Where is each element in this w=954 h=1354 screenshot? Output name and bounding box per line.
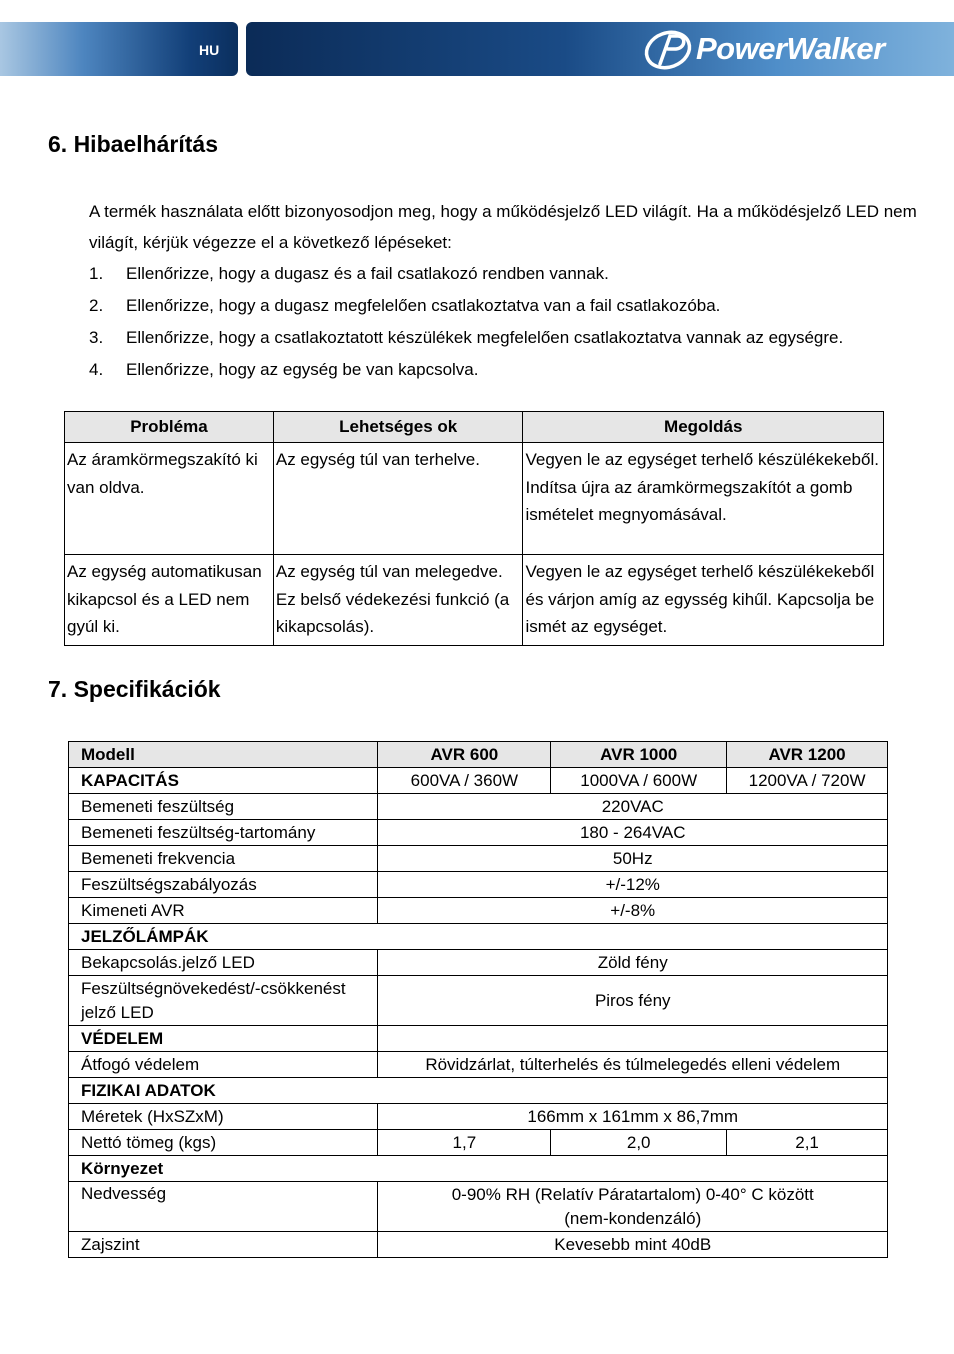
row-label: Méretek (HxSZxM)	[69, 1104, 378, 1130]
table-row	[69, 1078, 888, 1104]
list-item: 2. Ellenőrizze, hogy a dugasz megfelelően csatlakoztatva van a fail csatlakozóba.	[89, 296, 721, 315]
row-label: Nettó tömeg (kgs)	[69, 1130, 378, 1156]
table-row	[69, 1052, 888, 1078]
column-header: AVR 1200	[727, 742, 888, 768]
table-row	[65, 555, 884, 646]
humidity-value: 0-90% RH (Relatív Páratartalom) 0-40° C között (nem-kondenzáló)	[451, 1184, 814, 1228]
table-cell: Az egység túl van terhelve.	[273, 443, 523, 555]
table-cell: 600VA / 360W	[378, 768, 551, 794]
row-label: Bemeneti feszültség	[69, 794, 378, 820]
section-row-label: FIZIKAI ADATOK	[69, 1078, 888, 1104]
section-row-label: Környezet	[69, 1156, 888, 1182]
table-cell: Vegyen le az egységet terhelő készülékekeből. Indítsa újra az áramkörmegszakítót a gomb ismételet megnyomásával.	[523, 443, 884, 555]
column-header: Probléma	[65, 412, 274, 443]
table-cell: Zöld fény	[378, 950, 888, 976]
table-header-row	[65, 412, 884, 443]
table-cell: +/-8%	[378, 898, 888, 924]
row-label: Feszültségnövekedést/-csökkenést jelző LED	[69, 976, 378, 1026]
row-label: Bemeneti feszültség-tartomány	[69, 820, 378, 846]
table-row	[69, 1232, 888, 1258]
table-cell: 1,7	[378, 1130, 551, 1156]
table-cell: Az áramkörmegszakító ki van oldva.	[65, 443, 274, 555]
row-label: Átfogó védelem	[69, 1052, 378, 1078]
brand-name: PowerWalker	[696, 31, 885, 66]
table-cell: 2,1	[727, 1130, 888, 1156]
table-row	[65, 443, 884, 555]
list-item: 1. Ellenőrizze, hogy a dugasz és a fail csatlakozó rendben vannak.	[89, 264, 609, 283]
table-row	[69, 976, 888, 1026]
table-cell: Az egység automatikusan kikapcsol és a LED nem gyúl ki.	[65, 555, 274, 646]
specifications-table	[68, 741, 888, 1258]
brand-logo-icon	[642, 28, 696, 72]
table-cell: 1000VA / 600W	[551, 768, 727, 794]
table-cell: 166mm x 161mm x 86,7mm	[378, 1104, 888, 1130]
table-row	[69, 846, 888, 872]
table-cell	[378, 1026, 888, 1052]
steps-list	[89, 258, 919, 386]
table-cell: 220VAC	[378, 794, 888, 820]
table-row	[69, 768, 888, 794]
table-row	[69, 1182, 888, 1232]
column-header: Megoldás	[523, 412, 884, 443]
table-row	[69, 1026, 888, 1052]
table-cell: 180 - 264VAC	[378, 820, 888, 846]
troubleshooting-intro	[89, 196, 919, 386]
row-label: Bemeneti frekvencia	[69, 846, 378, 872]
table-row	[69, 820, 888, 846]
list-item: 4. Ellenőrizze, hogy az egység be van kapcsolva.	[89, 360, 479, 379]
column-header: Modell	[69, 742, 378, 768]
table-row	[69, 1104, 888, 1130]
table-row	[69, 1130, 888, 1156]
list-item: 3. Ellenőrizze, hogy a csatlakoztatott készülékek megfelelően csatlakoztatva vannak az egységre.	[89, 328, 844, 347]
table-cell: +/-12%	[378, 872, 888, 898]
table-cell: 1200VA / 720W	[727, 768, 888, 794]
row-label: KAPACITÁS	[69, 768, 378, 794]
column-header: AVR 1000	[551, 742, 727, 768]
table-row	[69, 794, 888, 820]
column-header: AVR 600	[378, 742, 551, 768]
table-row	[69, 898, 888, 924]
table-row	[69, 1156, 888, 1182]
section-title-troubleshooting: 6. Hibaelhárítás	[48, 131, 219, 157]
table-cell: Piros fény	[378, 976, 888, 1026]
table-cell: Rövidzárlat, túlterhelés és túlmelegedés elleni védelem	[378, 1052, 888, 1078]
table-row	[69, 872, 888, 898]
row-label: Zajszint	[69, 1232, 378, 1258]
table-cell: Vegyen le az egységet terhelő készülékekeből és várjon amíg az egysség kihűl. Kapcsolja be ismét az egységet.	[523, 555, 884, 646]
table-cell: 50Hz	[378, 846, 888, 872]
row-label: Nedvesség	[69, 1182, 378, 1232]
table-cell	[378, 1182, 888, 1232]
language-label: HU	[199, 42, 220, 58]
table-row	[69, 950, 888, 976]
row-label: Bekapcsolás.jelző LED	[69, 950, 378, 976]
table-cell: 2,0	[551, 1130, 727, 1156]
row-label: Feszültségszabályozás	[69, 872, 378, 898]
section-title-specifications: 7. Specifikációk	[48, 676, 221, 702]
intro-text: A termék használata előtt bizonyosodjon meg, hogy a működésjelző LED világít. Ha a működésjelző LED nem világít, kérjük végezze el a következő lépéseket:	[89, 202, 917, 252]
brand-logo	[642, 28, 942, 72]
table-cell: Az egység túl van melegedve. Ez belső védekezési funkció (a kikapcsolás).	[273, 555, 523, 646]
column-header: Lehetséges ok	[273, 412, 523, 443]
row-label: Kimeneti AVR	[69, 898, 378, 924]
table-header-row	[69, 742, 888, 768]
troubleshooting-table	[64, 411, 884, 646]
table-cell: Kevesebb mint 40dB	[378, 1232, 888, 1258]
table-row	[69, 924, 888, 950]
section-row-label: JELZŐLÁMPÁK	[69, 924, 888, 950]
section-row-label: VÉDELEM	[69, 1026, 378, 1052]
